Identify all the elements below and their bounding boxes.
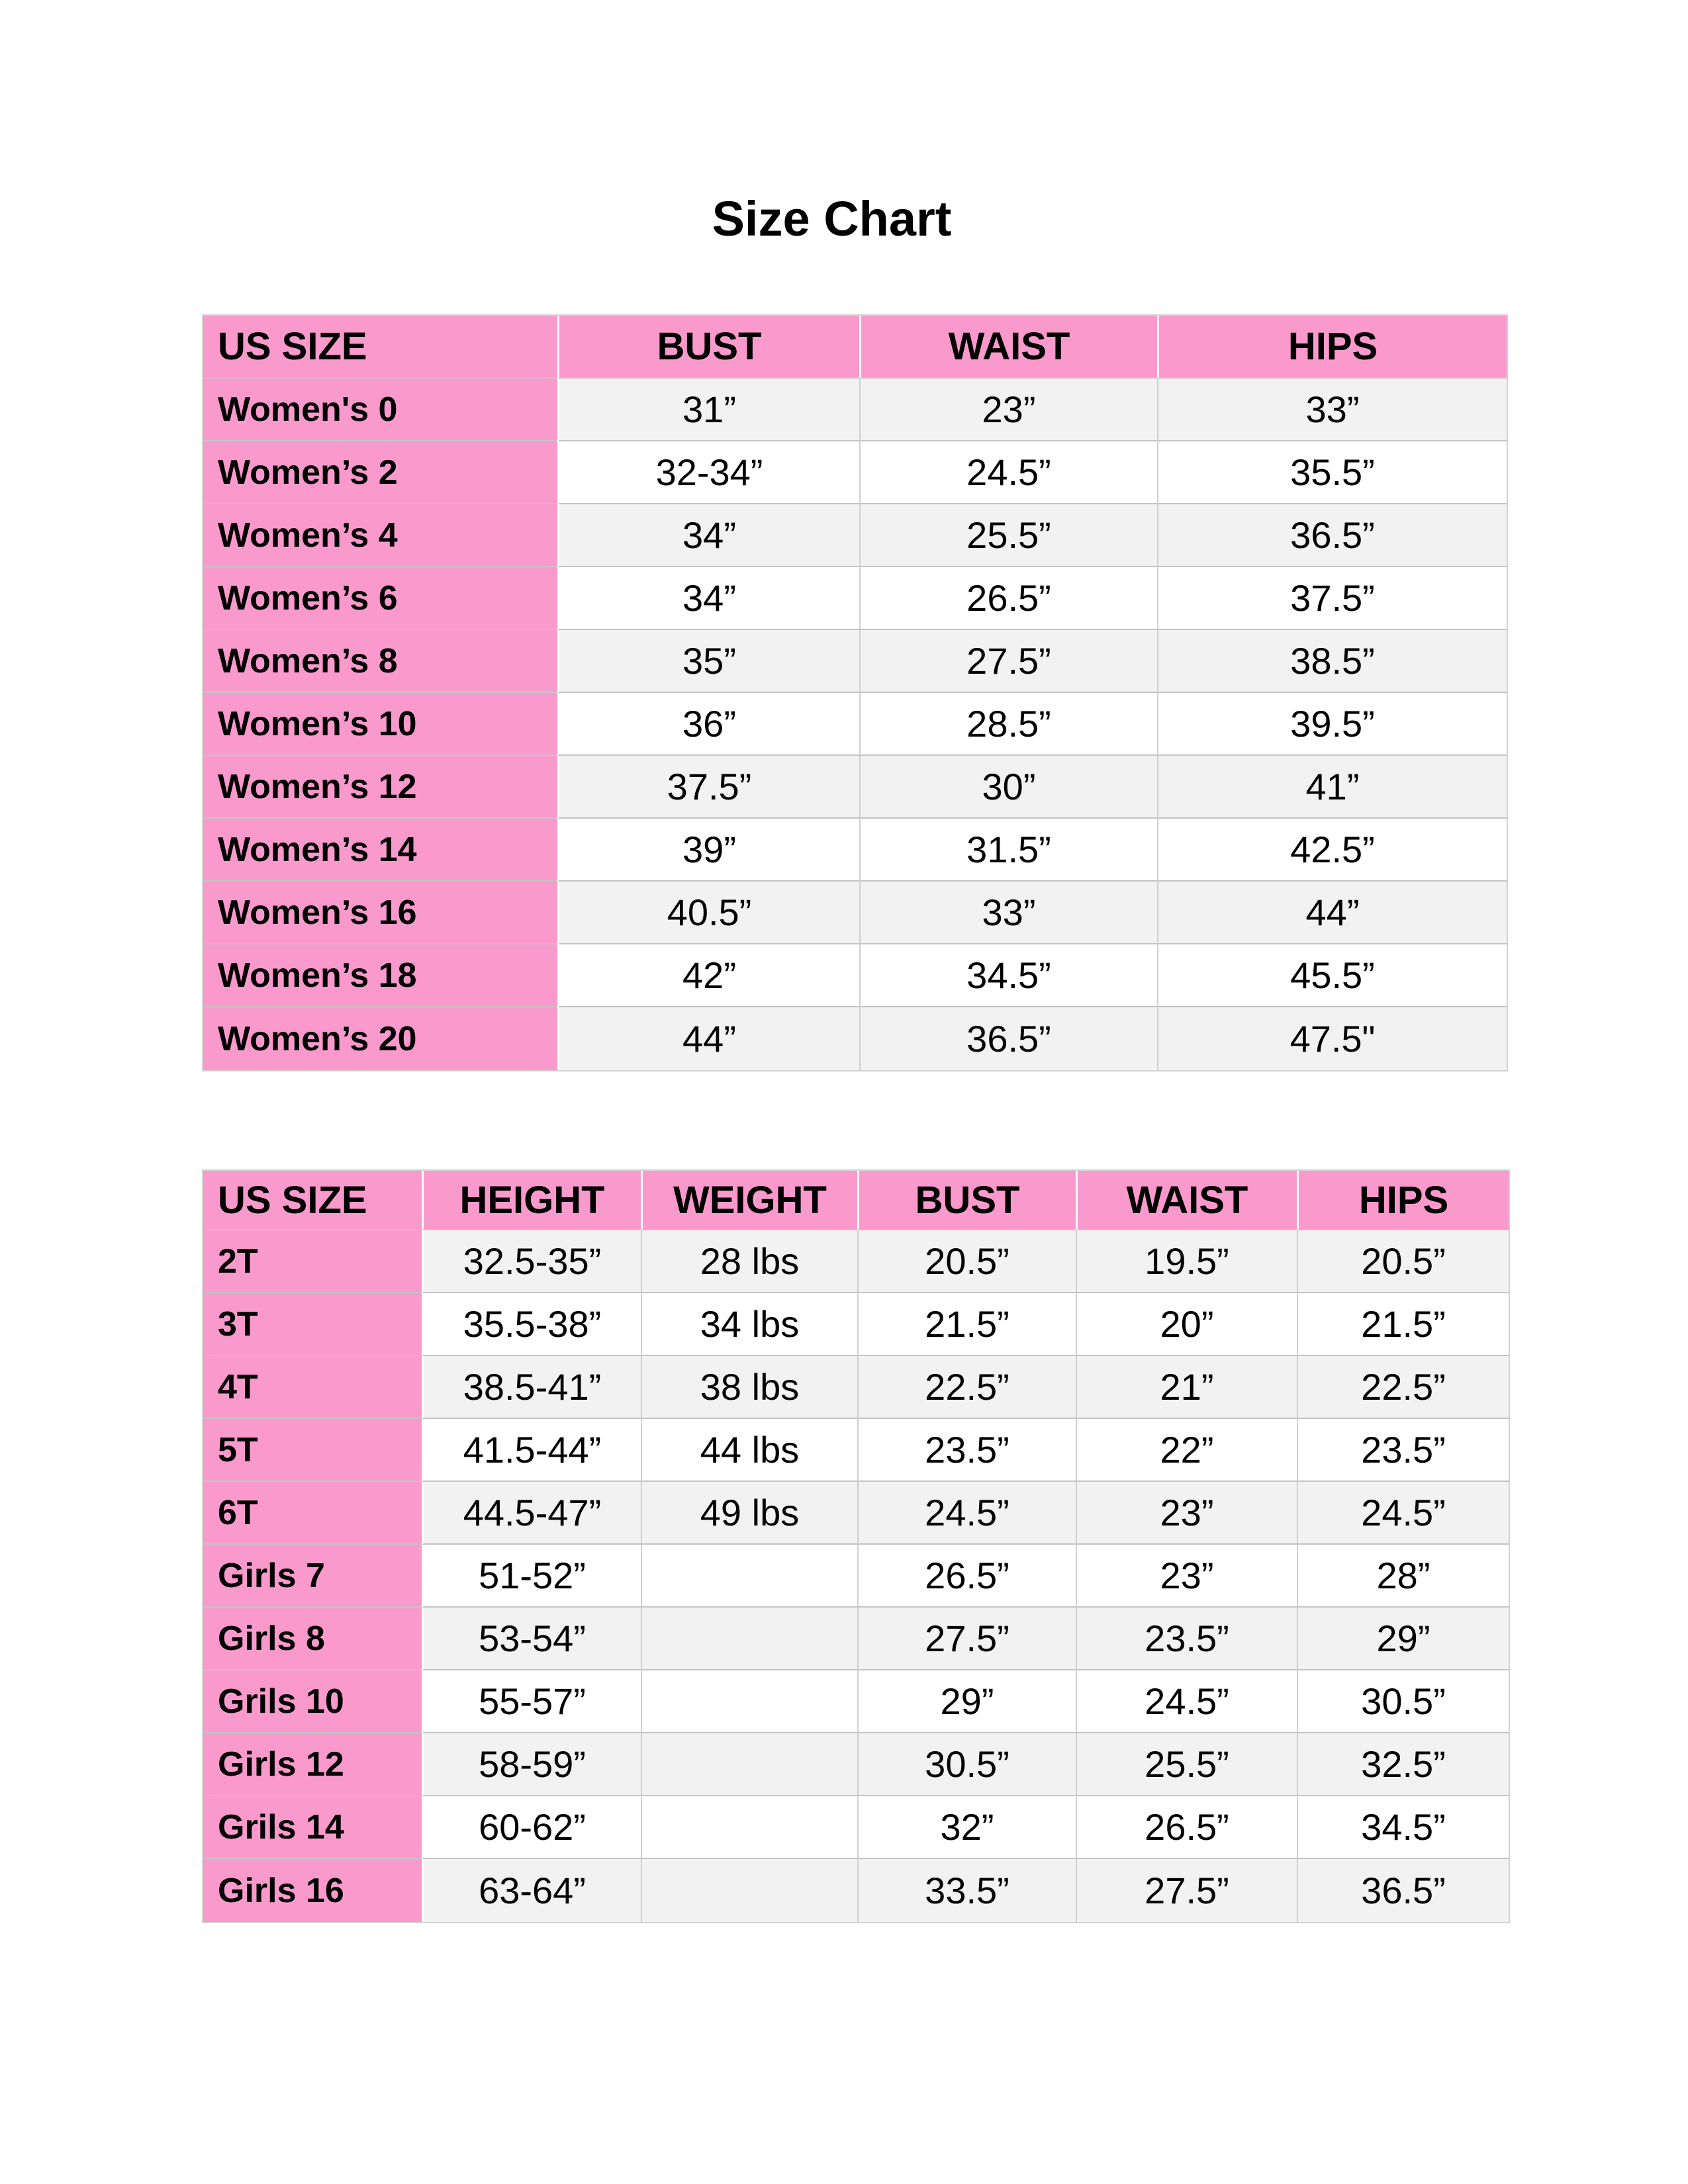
measurement-cell	[641, 1545, 857, 1608]
measurement-cell: 27.5”	[857, 1608, 1076, 1670]
row-label: Women's 0	[203, 379, 557, 441]
measurement-cell: 32.5-35”	[422, 1230, 641, 1293]
measurement-cell: 30”	[859, 756, 1157, 819]
row-label: Women’s 2	[203, 441, 557, 504]
table-row	[203, 1608, 1509, 1670]
row-label: Women’s 14	[203, 819, 557, 882]
column-header: BUST	[557, 316, 859, 379]
table-row	[203, 882, 1507, 944]
row-label: Girls 7	[203, 1545, 422, 1608]
measurement-cell: 23.5”	[857, 1419, 1076, 1482]
measurement-cell: 23”	[859, 379, 1157, 441]
measurement-cell: 51-52”	[422, 1545, 641, 1608]
measurement-cell: 23”	[1076, 1482, 1297, 1545]
measurement-cell: 20”	[1076, 1293, 1297, 1356]
column-header: WAIST	[859, 316, 1157, 379]
table-row	[203, 1545, 1509, 1608]
row-label: Women’s 16	[203, 882, 557, 944]
measurement-cell: 24.5”	[857, 1482, 1076, 1545]
measurement-cell: 24.5”	[1297, 1482, 1509, 1545]
measurement-cell: 37.5”	[557, 756, 859, 819]
header-row	[203, 1171, 1509, 1230]
size-column-header: US SIZE	[203, 316, 557, 379]
measurement-cell: 60-62”	[422, 1796, 641, 1859]
measurement-cell: 24.5”	[1076, 1670, 1297, 1733]
row-label: Girls 12	[203, 1733, 422, 1796]
row-label: 2T	[203, 1230, 422, 1293]
measurement-cell: 27.5”	[1076, 1859, 1297, 1922]
table-row	[203, 441, 1507, 504]
row-label: Women’s 8	[203, 630, 557, 693]
measurement-cell: 58-59”	[422, 1733, 641, 1796]
row-label: Women’s 4	[203, 504, 557, 567]
column-header: HIPS	[1297, 1171, 1509, 1230]
table-row	[203, 1482, 1509, 1545]
measurement-cell: 28”	[1297, 1545, 1509, 1608]
column-header: HEIGHT	[422, 1171, 641, 1230]
measurement-cell: 22.5”	[857, 1356, 1076, 1419]
measurement-cell	[641, 1733, 857, 1796]
measurement-cell: 26.5”	[857, 1545, 1076, 1608]
measurement-cell: 22.5”	[1297, 1356, 1509, 1419]
table-row	[203, 693, 1507, 756]
row-label: Women’s 12	[203, 756, 557, 819]
measurement-cell: 49 lbs	[641, 1482, 857, 1545]
row-label: Women’s 18	[203, 944, 557, 1007]
table-row	[203, 504, 1507, 567]
measurement-cell: 33.5”	[857, 1859, 1076, 1922]
measurement-cell: 41”	[1157, 756, 1507, 819]
measurement-cell: 34.5”	[859, 944, 1157, 1007]
measurement-cell: 53-54”	[422, 1608, 641, 1670]
measurement-cell: 36.5”	[1297, 1859, 1509, 1922]
table-row	[203, 379, 1507, 441]
measurement-cell: 33”	[859, 882, 1157, 944]
measurement-cell: 36”	[557, 693, 859, 756]
measurement-cell: 20.5”	[857, 1230, 1076, 1293]
measurement-cell: 44.5-47”	[422, 1482, 641, 1545]
measurement-cell: 34”	[557, 567, 859, 630]
measurement-cell: 34.5”	[1297, 1796, 1509, 1859]
measurement-cell: 21.5”	[857, 1293, 1076, 1356]
measurement-cell: 20.5”	[1297, 1230, 1509, 1293]
row-label: Grils 10	[203, 1670, 422, 1733]
measurement-cell	[641, 1608, 857, 1670]
measurement-cell: 24.5”	[859, 441, 1157, 504]
table-row	[203, 1293, 1509, 1356]
column-header: WAIST	[1076, 1171, 1297, 1230]
measurement-cell: 35.5-38”	[422, 1293, 641, 1356]
measurement-cell: 32”	[857, 1796, 1076, 1859]
measurement-cell: 21.5”	[1297, 1293, 1509, 1356]
table-row	[203, 1230, 1509, 1293]
measurement-cell: 38.5”	[1157, 630, 1507, 693]
measurement-cell: 28.5”	[859, 693, 1157, 756]
row-label: Girls 8	[203, 1608, 422, 1670]
table-row	[203, 944, 1507, 1007]
measurement-cell: 29”	[857, 1670, 1076, 1733]
measurement-cell: 23.5”	[1297, 1419, 1509, 1482]
measurement-cell	[641, 1670, 857, 1733]
table-row	[203, 1733, 1509, 1796]
measurement-cell: 45.5”	[1157, 944, 1507, 1007]
girls-size-table	[202, 1169, 1510, 1923]
measurement-cell: 55-57”	[422, 1670, 641, 1733]
row-label: 3T	[203, 1293, 422, 1356]
row-label: 5T	[203, 1419, 422, 1482]
measurement-cell: 38.5-41”	[422, 1356, 641, 1419]
measurement-cell: 42.5”	[1157, 819, 1507, 882]
table-row	[203, 1796, 1509, 1859]
row-label: 6T	[203, 1482, 422, 1545]
table-row	[203, 819, 1507, 882]
measurement-cell: 30.5”	[857, 1733, 1076, 1796]
measurement-cell: 42”	[557, 944, 859, 1007]
measurement-cell: 33”	[1157, 379, 1507, 441]
table-row	[203, 756, 1507, 819]
measurement-cell: 40.5”	[557, 882, 859, 944]
row-label: Women’s 10	[203, 693, 557, 756]
measurement-cell: 36.5”	[859, 1007, 1157, 1070]
measurement-cell	[641, 1859, 857, 1922]
measurement-cell: 23”	[1076, 1545, 1297, 1608]
measurement-cell: 35.5”	[1157, 441, 1507, 504]
size-column-header: US SIZE	[203, 1171, 422, 1230]
measurement-cell: 22”	[1076, 1419, 1297, 1482]
measurement-cell: 34 lbs	[641, 1293, 857, 1356]
column-header: HIPS	[1157, 316, 1507, 379]
row-label: 4T	[203, 1356, 422, 1419]
row-label: Women’s 6	[203, 567, 557, 630]
measurement-cell: 44”	[557, 1007, 859, 1070]
table-row	[203, 1859, 1509, 1922]
measurement-cell	[641, 1796, 857, 1859]
table-row	[203, 1670, 1509, 1733]
measurement-cell: 38 lbs	[641, 1356, 857, 1419]
row-label: Grils 14	[203, 1796, 422, 1859]
column-header: BUST	[857, 1171, 1076, 1230]
table-row	[203, 630, 1507, 693]
page-title: Size Chart	[712, 191, 952, 246]
measurement-cell: 26.5”	[1076, 1796, 1297, 1859]
measurement-cell: 31”	[557, 379, 859, 441]
measurement-cell: 27.5”	[859, 630, 1157, 693]
measurement-cell: 19.5”	[1076, 1230, 1297, 1293]
womens-size-table	[202, 314, 1508, 1071]
measurement-cell: 28 lbs	[641, 1230, 857, 1293]
measurement-cell: 34”	[557, 504, 859, 567]
measurement-cell: 26.5”	[859, 567, 1157, 630]
measurement-cell: 41.5-44”	[422, 1419, 641, 1482]
measurement-cell: 37.5”	[1157, 567, 1507, 630]
measurement-cell: 63-64”	[422, 1859, 641, 1922]
measurement-cell: 25.5”	[859, 504, 1157, 567]
column-header: WEIGHT	[641, 1171, 857, 1230]
measurement-cell: 21”	[1076, 1356, 1297, 1419]
measurement-cell: 32-34”	[557, 441, 859, 504]
measurement-cell: 30.5”	[1297, 1670, 1509, 1733]
measurement-cell: 31.5”	[859, 819, 1157, 882]
table-row	[203, 1356, 1509, 1419]
measurement-cell: 35”	[557, 630, 859, 693]
row-label: Women’s 20	[203, 1007, 557, 1070]
measurement-cell: 29”	[1297, 1608, 1509, 1670]
header-row	[203, 316, 1507, 379]
measurement-cell: 39”	[557, 819, 859, 882]
measurement-cell: 36.5”	[1157, 504, 1507, 567]
measurement-cell: 32.5”	[1297, 1733, 1509, 1796]
measurement-cell: 44 lbs	[641, 1419, 857, 1482]
row-label: Girls 16	[203, 1859, 422, 1922]
measurement-cell: 39.5”	[1157, 693, 1507, 756]
table-row	[203, 567, 1507, 630]
measurement-cell: 44”	[1157, 882, 1507, 944]
table-row	[203, 1007, 1507, 1070]
measurement-cell: 23.5”	[1076, 1608, 1297, 1670]
measurement-cell: 25.5”	[1076, 1733, 1297, 1796]
measurement-cell: 47.5"	[1157, 1007, 1507, 1070]
table-row	[203, 1419, 1509, 1482]
